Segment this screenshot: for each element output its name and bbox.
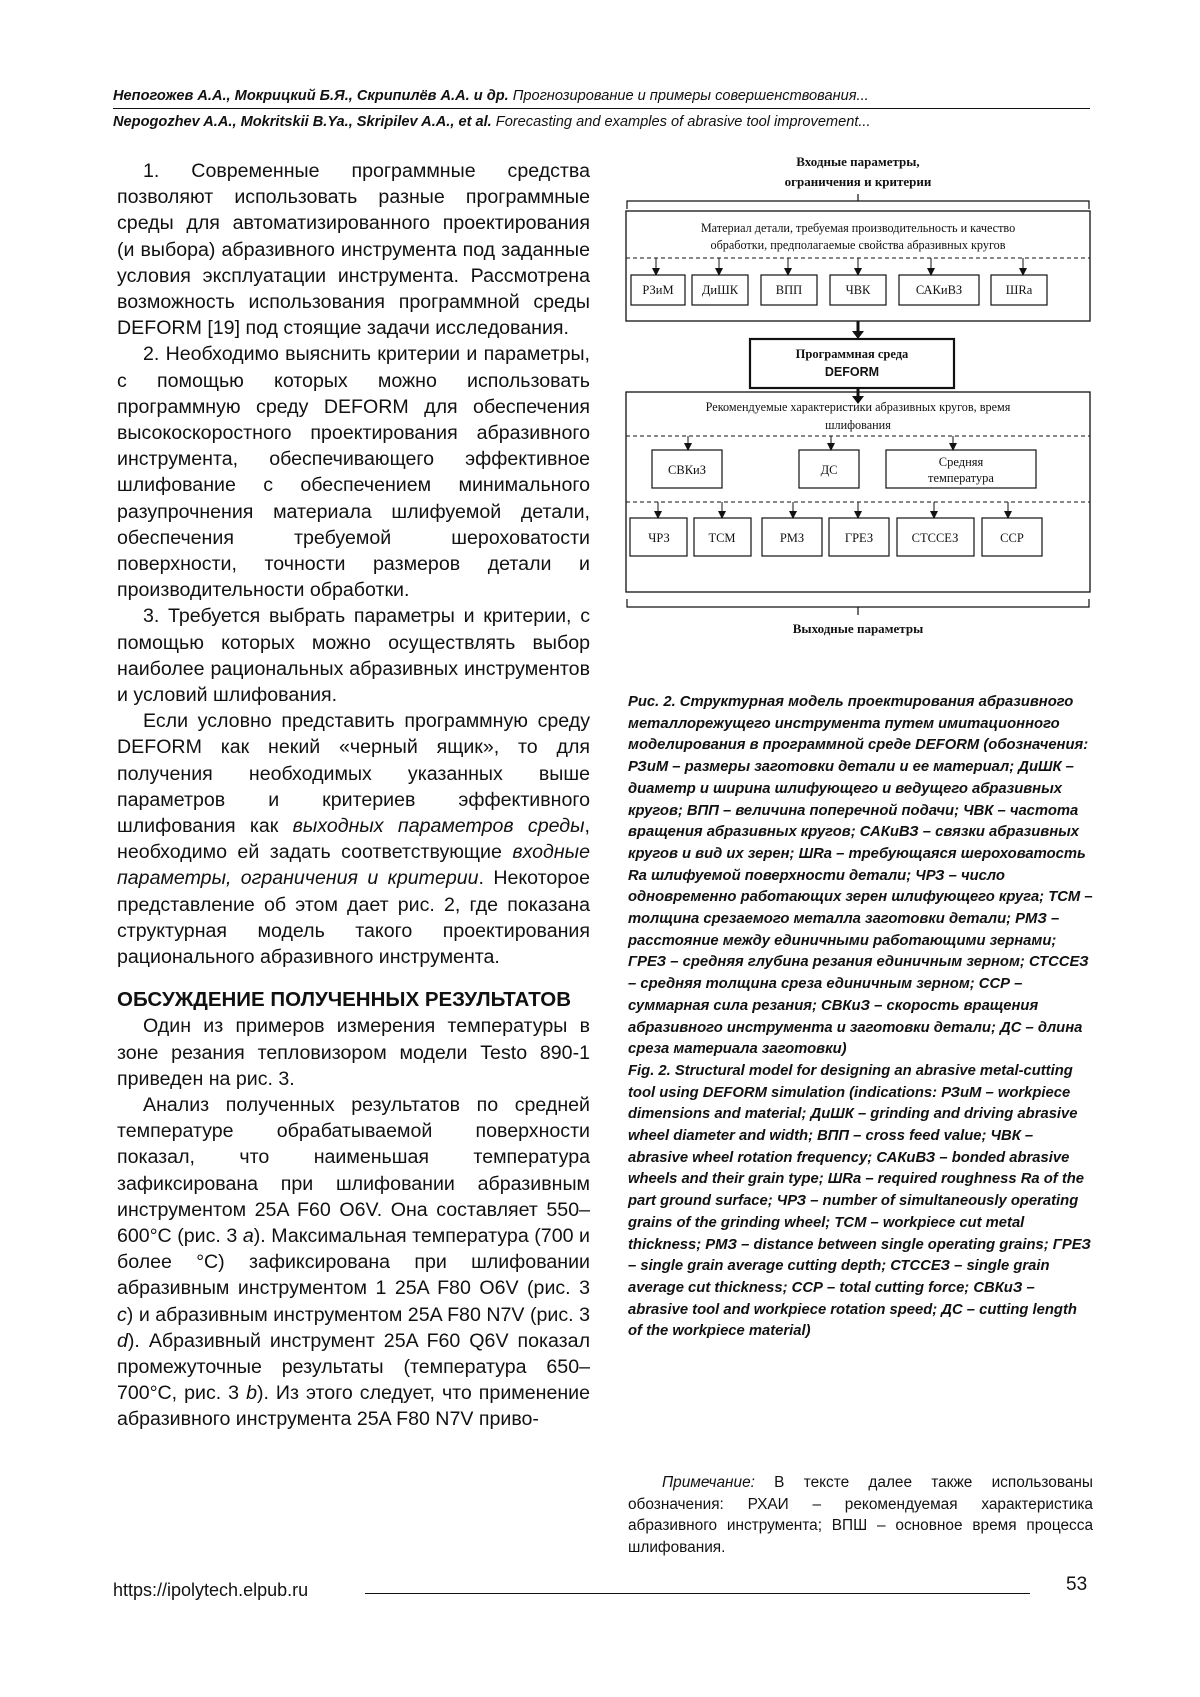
paragraph-4-italic-a: выходных параметров среды xyxy=(292,815,585,838)
output-label-3: ГРЕЗ xyxy=(844,531,874,545)
paragraph-3: 3. Требуется выбрать параметры и критерии, с помощью которых можно осуществлять выбор наиболее рациональных абразивных инструментов и условий шлифования. xyxy=(117,605,590,707)
header-ru-authors: Непогожев А.А., Мокрицкий Б.Я., Скрипилёв А.А. и др. xyxy=(113,88,509,104)
header-rule xyxy=(113,108,1090,109)
note-label: Примечание: xyxy=(662,1474,755,1491)
figure-caption-en: Fig. 2. Structural model for designing an abrasive metal-cutting tool using DEFORM simulation (indications: РЗиМ – workpiece dimensions and material; ДиШК – grinding and driving abrasive wheel diameter and width; ВПП – cross feed value; ЧВК – abrasive wheel rotation frequency; САКиВЗ – bonded abrasive wheels and their grain type; ШRa – required roughness Ra of the part ground surface; ЧРЗ – number of simultaneously operating grains of the grinding wheel; ТСМ – workpiece cut metal thickness; РМЗ – distance between single operating grains; ГРЕЗ – single grain average cutting depth; СТССЕЗ – single grain average cut thickness; ССР – total cutting force; СВКиЗ – abrasive tool and workpiece rotation speed; ДС – cutting length of the workpiece material) xyxy=(628,1062,1091,1340)
note-block xyxy=(628,1472,1093,1558)
paragraph-6 xyxy=(117,1092,590,1433)
header-ru-title: Прогнозирование и примеры совершенствования... xyxy=(512,88,869,104)
paragraph-6-ref-d: d xyxy=(117,1329,128,1352)
body-column-left xyxy=(117,158,590,1433)
input-label-4: САКиВЗ xyxy=(915,283,963,297)
middle-label-0: СВКиЗ xyxy=(668,463,706,477)
paragraph-6-text-e: ). Из этого следует, что применение абразивного инструмента 25A F80 N7V приво- xyxy=(117,1382,591,1431)
paragraph-6-ref-a: a xyxy=(242,1224,254,1247)
inputs-title-line2: ограничения и критерии xyxy=(784,174,932,189)
middle-label-1: ДС xyxy=(820,463,838,477)
paragraph-4-text-b: , необходимо ей задать соответствующие xyxy=(117,815,590,864)
paragraph-1: 1. Современные программные средства позволяют использовать разные программные среды для автоматизированного проектирования (и выбора) абразивного инструмента под заданные условия эксплуатации инструмента. Рассмотрена возможность использования программной среды DEFORM [19] под стоящие задачи исследования. xyxy=(117,160,590,340)
environment-line1: Программная среда xyxy=(795,347,909,361)
output-label-0: ЧРЗ xyxy=(648,531,670,545)
paragraph-6-ref-b: b xyxy=(246,1382,257,1405)
paragraph-6-text-c: ) и абразивным инструментом 25A F80 N7V (рис. 3 xyxy=(126,1303,590,1326)
env-arrow-in-head xyxy=(852,331,864,339)
environment-line2: DEFORM xyxy=(824,365,880,379)
paragraph-4-text-a: Если условно представить программную среду DEFORM как некий «черный ящик», то для получения необходимых указанных выше параметров и критериев эффективного шлифования как xyxy=(117,710,590,838)
middle-temp-line1: Средняя xyxy=(938,455,984,469)
input-label-3: ЧВК xyxy=(845,283,871,297)
input-label-1: ДиШК xyxy=(701,283,739,297)
paragraph-4 xyxy=(117,708,590,970)
paragraph-6-ref-c: c xyxy=(117,1303,127,1326)
figure-caption-ru: Рис. 2. Структурная модель проектирования абразивного металлорежущего инструмента путем имитационного моделирования в программной среде DEFORM (обозначения: РЗиМ – размеры заготовки детали и ее материал; ДиШК – диаметр и ширина шлифующего и ведущего абразивных кругов; ВПП – величина поперечной подачи; ЧВК – частота вращения абразивных кругов; САКиВЗ – связки абразивных кругов и вид их зерен; ШRa – требующаяся шероховатость Ra шлифуемой поверхности детали; ЧРЗ – число одновременно работающих зерен шлифующего круга; ТСМ – толщина срезаемого металла заготовки детали; РМЗ – расстояние между единичными работающими зернами; ГРЕЗ – средняя глубина резания единичным зерном; СТССЕЗ – средняя толщина среза единичным зерном; ССР – суммарная сила резания; СВКиЗ – скорость вращения абразивного инструмента и заготовки детали; ДС – длина среза материала заготовки) xyxy=(628,694,1093,1058)
running-header-ru xyxy=(113,86,1090,106)
input-arrows xyxy=(656,258,1023,272)
middle-temp-line2: температура xyxy=(928,471,994,485)
output-arrows xyxy=(658,502,1008,515)
output-label-4: СТССЕЗ xyxy=(911,531,959,545)
paragraph-6-text-a: Анализ полученных результатов по средней температуре обрабатываемой поверхности показал, что наименьшая температура зафиксирована при шлифовании абразивным инструментом 25A F60 O6V. Она составляет 550–600°С (рис. 3 xyxy=(117,1093,590,1247)
input-label-5: ШRa xyxy=(1005,283,1033,297)
output-label-5: ССР xyxy=(1000,531,1024,545)
inputs-brace xyxy=(627,201,1089,209)
footer-url[interactable]: https://ipolytech.elpub.ru xyxy=(113,1580,309,1600)
note-text: В тексте далее также использованы обозначения: РХАИ – рекомендуемая характеристика абразивного инструмента; ВПШ – основное время процесса шлифования. xyxy=(628,1474,1093,1556)
running-header-en xyxy=(113,112,1090,132)
paragraph-2: 2. Необходимо выяснить критерии и параметры, с помощью которых можно использовать программную среду DEFORM для обеспечения высокоскоростного проектирования абразивного инструмента, обеспечивающего эффективное шлифование с обеспечением минимального разупрочнения материала шлифуемой детали, обеспечения требуемой шероховатости поверхности, точности размеров детали и производительности обработки. xyxy=(117,343,590,602)
outputs-title: Выходные параметры xyxy=(792,621,924,636)
paragraph-5: Один из примеров измерения температуры в зоне резания тепловизором модели Testo 890-1 приведен на рис. 3. xyxy=(117,1015,590,1090)
page-number: 53 xyxy=(1066,1574,1088,1595)
paragraph-6-text-d: ). Абразивный инструмент 25A F60 Q6V показал промежуточные результаты (температура 650–700°С, рис. 3 xyxy=(117,1329,590,1405)
recommendations-line2: шлифования xyxy=(825,418,891,432)
paragraph-4-text-c: . Некоторое представление об этом дает рис. 2, где показана структурная модель такого проектирования рационального абразивного инструмента. xyxy=(117,867,590,969)
paragraph-4-italic-b: входные параметры, ограничения и критерии xyxy=(117,841,590,890)
header-en-title: Forecasting and examples of abrasive tool improvement... xyxy=(495,114,871,130)
note-paragraph xyxy=(628,1472,1093,1558)
footer-rule xyxy=(365,1593,1030,1594)
recommendations-line1: Рекомендуемые характеристики абразивных кругов, время xyxy=(705,400,1011,414)
output-label-2: РМЗ xyxy=(779,531,805,545)
header-en-authors: Nepogozhev A.A., Mokritskii B.Ya., Skripilev A.A., et al. xyxy=(113,114,492,130)
structural-model-diagram xyxy=(623,156,1093,692)
outputs-brace xyxy=(627,599,1089,607)
inputs-text-line2: обработки, предполагаемые свойства абразивных кругов xyxy=(710,238,1006,252)
figure-caption xyxy=(628,692,1093,1343)
inputs-text-line1: Материал детали, требуемая производительность и качество xyxy=(700,221,1016,235)
paragraph-6-text-b: ). Максимальная температура (700 и более °С) зафиксирована при шлифовании абразивным инструментом 1 25A F80 O6V (рис. 3 xyxy=(117,1224,590,1300)
output-label-1: ТСМ xyxy=(708,531,736,545)
section-heading: ОБСУЖДЕНИЕ ПОЛУЧЕННЫХ РЕЗУЛЬТАТОВ xyxy=(117,988,572,1012)
middle-arrows-in xyxy=(688,436,953,447)
input-label-0: РЗиМ xyxy=(642,283,674,297)
input-label-2: ВПП xyxy=(775,283,803,297)
inputs-title-line1: Входные параметры, xyxy=(796,156,920,169)
